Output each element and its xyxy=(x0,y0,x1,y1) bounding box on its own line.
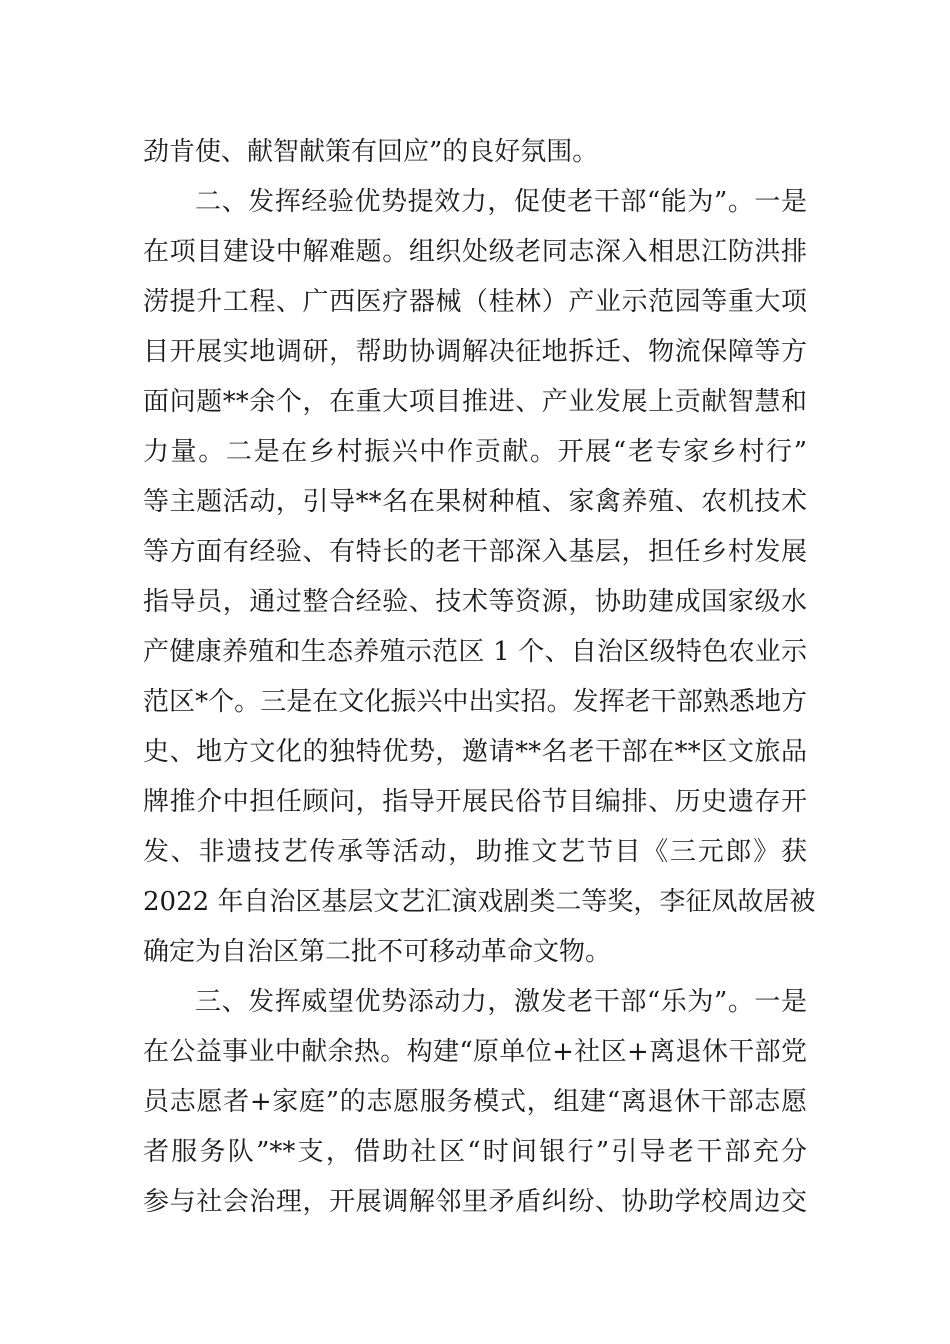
paragraph-2-line-6: 力量。二是在乡村振兴中作贡献。开展“老专家乡村行” xyxy=(143,437,807,467)
paragraph-2-line-1: 二、发挥经验优势提效力，促使老干部“能为”。一是 xyxy=(195,187,807,217)
paragraph-2-line-4: 目开展实地调研，帮助协调解决征地拆迁、物流保障等方 xyxy=(143,337,807,367)
paragraph-2-line-9: 指导员，通过整合经验、技术等资源，协助建成国家级水 xyxy=(143,587,807,617)
paragraph-2-line-7: 等主题活动，引导**名在果树种植、家禽养殖、农机技术 xyxy=(143,487,807,517)
paragraph-2-line-8: 等方面有经验、有特长的老干部深入基层，担任乡村发展 xyxy=(143,537,807,567)
paragraph-2-line-13: 牌推介中担任顾问，指导开展民俗节目编排、历史遗存开 xyxy=(143,787,807,817)
paragraph-2-line-10: 产健康养殖和生态养殖示范区 1 个、自治区级特色农业示 xyxy=(143,637,807,667)
paragraph-3-line-2: 在公益事业中献余热。构建“原单位+社区+离退休干部党 xyxy=(143,1037,807,1067)
paragraph-2-line-5: 面问题**余个，在重大项目推进、产业发展上贡献智慧和 xyxy=(143,387,807,417)
paragraph-2-line-14: 发、非遗技艺传承等活动，助推文艺节目《三元郎》获 xyxy=(143,837,807,867)
paragraph-2-line-15: 2022 年自治区基层文艺汇演戏剧类二等奖，李征凤故居被 xyxy=(143,887,816,917)
paragraph-3-line-3: 员志愿者+家庭”的志愿服务模式，组建“离退休干部志愿 xyxy=(143,1087,807,1117)
document-body xyxy=(143,127,816,1227)
paragraph-2-line-11: 范区*个。三是在文化振兴中出实招。发挥老干部熟悉地方 xyxy=(143,687,807,717)
paragraph-2-line-12: 史、地方文化的独特优势，邀请**名老干部在**区文旅品 xyxy=(143,737,807,767)
paragraph-2-line-3: 涝提升工程、广西医疗器械（桂林）产业示范园等重大项 xyxy=(143,287,807,317)
paragraph-3-line-5: 参与社会治理，开展调解邻里矛盾纠纷、协助学校周边交 xyxy=(143,1187,807,1217)
paragraph-1-line-1: 劲肯使、献智献策有回应”的良好氛围。 xyxy=(143,137,599,167)
paragraph-2-line-2: 在项目建设中解难题。组织处级老同志深入相思江防洪排 xyxy=(143,237,807,267)
paragraph-3-line-1: 三、发挥威望优势添动力，激发老干部“乐为”。一是 xyxy=(195,987,807,1017)
paragraph-3-line-4: 者服务队”**支，借助社区“时间银行”引导老干部充分 xyxy=(143,1137,807,1167)
paragraph-2-line-16: 确定为自治区第二批不可移动革命文物。 xyxy=(143,937,612,967)
